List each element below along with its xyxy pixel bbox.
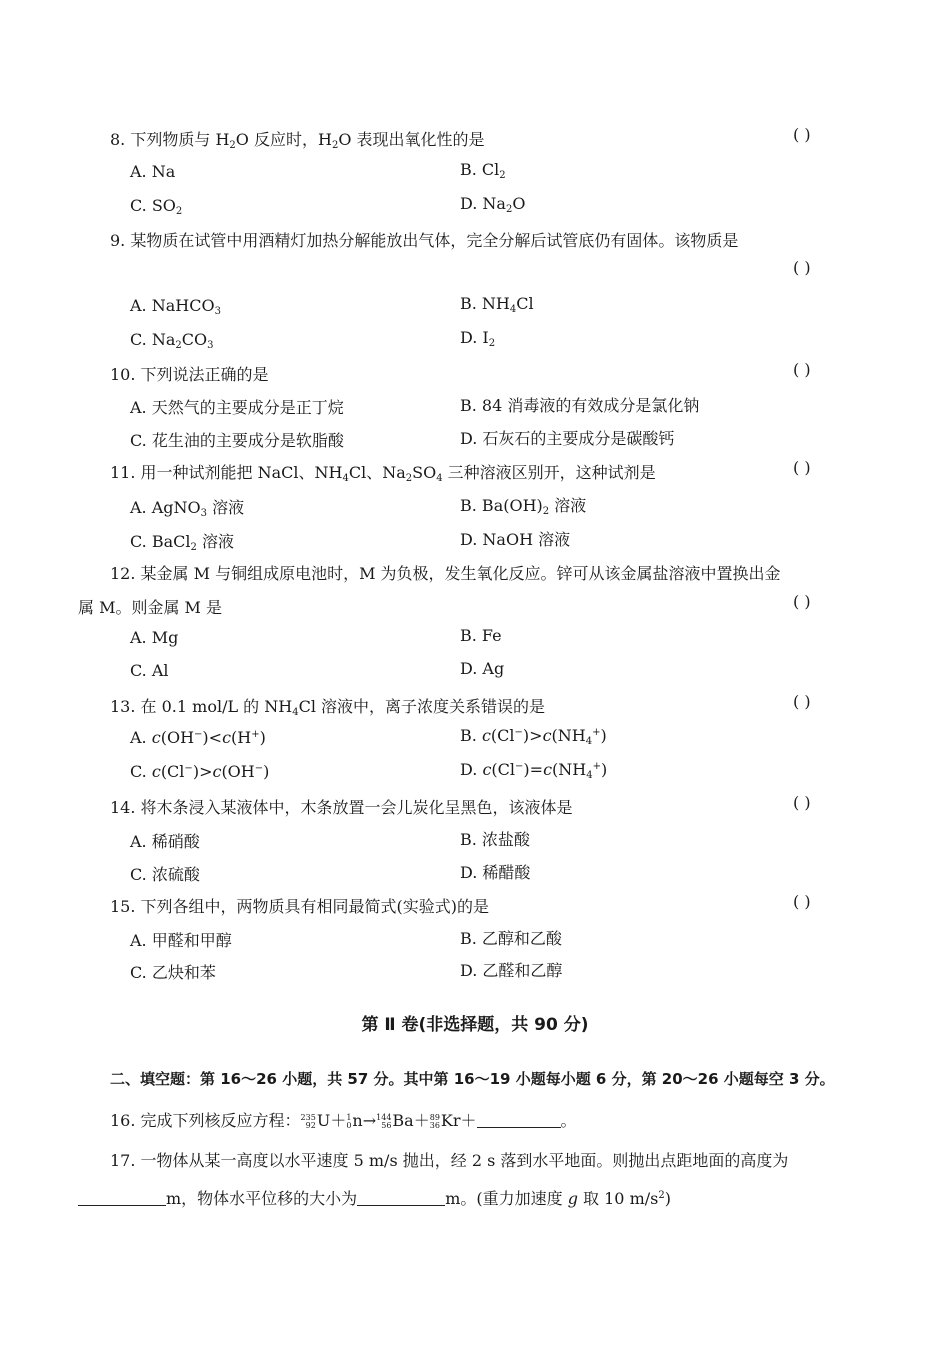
question-13-option-a[interactable]: A. c(OH−)<c(H+) — [130, 728, 266, 747]
question-13-option-b[interactable]: B. $c(Cl^-)>c(NH_4^+)$ — [460, 726, 607, 747]
question-11-option-b[interactable]: B. $Ba(OH)_2$ 溶液 — [460, 496, 587, 517]
question-15-option-a[interactable]: A. 甲醛和甲醇 — [130, 931, 232, 950]
question-13-option-c[interactable]: C. c(Cl−)>c(OH−) — [130, 762, 270, 781]
question-12-option-a[interactable]: A. Mg — [130, 628, 179, 647]
question-14-option-b[interactable]: B. 浓盐酸 — [460, 830, 530, 849]
question-8-option-c[interactable]: C. $SO_2$ — [130, 196, 183, 217]
question-9-answer-paren[interactable]: ( ) — [793, 258, 811, 277]
nuclide-n: 1 0 — [346, 1112, 352, 1130]
question-8-answer-paren[interactable]: ( ) — [793, 125, 811, 144]
question-14-stem: 14. 将木条浸入某液体中，木条放置一会儿炭化呈黑色，该液体是 — [110, 798, 573, 817]
question-16: 16. 完成下列核反应方程： 235 92 U＋ 1 0 n→ 144 56 Ba＋ 89 36 Kr＋ 。 — [110, 1111, 577, 1130]
nuclide-u: 235 92 — [300, 1112, 316, 1130]
question-13-answer-paren[interactable]: ( ) — [793, 692, 811, 711]
question-17-displacement-blank[interactable] — [357, 1191, 445, 1206]
section-2-heading: 二、填空题：第 16～26 小题，共 57 分。其中第 16～19 小题每小题 6 分，第 20～26 小题每空 3 分。 — [110, 1070, 835, 1088]
question-9-option-d[interactable]: D. $I_2$ — [460, 328, 496, 349]
question-16-answer-blank[interactable] — [477, 1113, 561, 1128]
question-9-stem: 9. 某物质在试管中用酒精灯加热分解能放出气体，完全分解后试管底仍有固体。该物质是 — [110, 231, 739, 250]
question-15-answer-paren[interactable]: ( ) — [793, 892, 811, 911]
question-9-option-b[interactable]: B. $NH_4Cl$ — [460, 294, 534, 315]
question-11-option-c[interactable]: C. BaCl$_2$ 溶液 — [130, 532, 234, 553]
question-15-option-c[interactable]: C. 乙炔和苯 — [130, 963, 216, 982]
nuclide-kr: 89 36 — [429, 1112, 440, 1130]
question-10-option-c[interactable]: C. 花生油的主要成分是软脂酸 — [130, 431, 344, 450]
question-12-answer-paren[interactable]: ( ) — [793, 592, 811, 611]
question-17-stem-line2: m，物体水平位移的大小为 m。(重力加速度 g 取 10 $m/s^2$) — [78, 1186, 671, 1209]
question-15-option-b[interactable]: B. 乙醇和乙酸 — [460, 929, 562, 948]
question-15-stem: 15. 下列各组中，两物质具有相同最简式(实验式)的是 — [110, 897, 490, 916]
question-9-option-a[interactable]: A. NaHCO$_3$ — [130, 296, 221, 317]
question-10-answer-paren[interactable]: ( ) — [793, 360, 811, 379]
question-10-stem: 10. 下列说法正确的是 — [110, 365, 269, 384]
question-13-option-d[interactable]: D. $c(Cl^-)=c(NH_4^+)$ — [460, 760, 608, 781]
question-13-stem: 13. 在 0.1 mol/L 的 $NH_4Cl$ 溶液中，离子浓度关系错误的是 — [110, 697, 546, 718]
question-17-stem-line1: 17. 一物体从某一高度以水平速度 5 m/s 抛出，经 2 s 落到水平地面。则抛出点距地面的高度为 — [110, 1151, 789, 1170]
question-11-stem: 11. 用一种试剂能把 NaCl、$NH_4Cl$、$Na_2SO_4$ 三种溶液区别开，这种试剂是 — [110, 463, 656, 484]
question-14-option-d[interactable]: D. 稀醋酸 — [460, 863, 531, 882]
question-8-option-a[interactable]: A. Na — [130, 162, 176, 181]
question-12-stem-line2: 属 M。则金属 M 是 — [78, 598, 223, 617]
section-2-title: 第 Ⅱ 卷(非选择题，共 90 分) — [361, 1015, 589, 1035]
question-14-option-a[interactable]: A. 稀硝酸 — [130, 832, 200, 851]
question-12-option-d[interactable]: D. Ag — [460, 659, 505, 678]
question-17-height-blank[interactable] — [78, 1191, 166, 1206]
question-14-option-c[interactable]: C. 浓硫酸 — [130, 865, 200, 884]
question-14-answer-paren[interactable]: ( ) — [793, 793, 811, 812]
question-10-option-d[interactable]: D. 石灰石的主要成分是碳酸钙 — [460, 429, 675, 448]
nuclide-ba: 144 56 — [376, 1112, 392, 1130]
question-10-option-a[interactable]: A. 天然气的主要成分是正丁烷 — [130, 398, 344, 417]
question-12-stem-line1: 12. 某金属 M 与铜组成原电池时，M 为负极，发生氧化反应。锌可从该金属盐溶液中置换出金 — [110, 564, 781, 583]
question-11-option-a[interactable]: A. AgNO$_3$ 溶液 — [130, 498, 245, 519]
question-11-option-d[interactable]: D. NaOH 溶液 — [460, 530, 571, 549]
question-11-answer-paren[interactable]: ( ) — [793, 458, 811, 477]
question-15-option-d[interactable]: D. 乙醛和乙醇 — [460, 961, 563, 980]
question-12-option-c[interactable]: C. Al — [130, 661, 169, 680]
question-9-option-c[interactable]: C. $Na_2CO_3$ — [130, 330, 214, 351]
question-8-stem: 8. 下列物质与 $H_2O$ 反应时，$H_2O$ 表现出氧化性的是 — [110, 130, 485, 151]
question-12-option-b[interactable]: B. Fe — [460, 626, 502, 645]
question-8-option-b[interactable]: B. $Cl_2$ — [460, 160, 506, 181]
question-8-option-d[interactable]: D. $Na_2O$ — [460, 194, 526, 215]
question-10-option-b[interactable]: B. 84 消毒液的有效成分是氯化钠 — [460, 396, 700, 415]
